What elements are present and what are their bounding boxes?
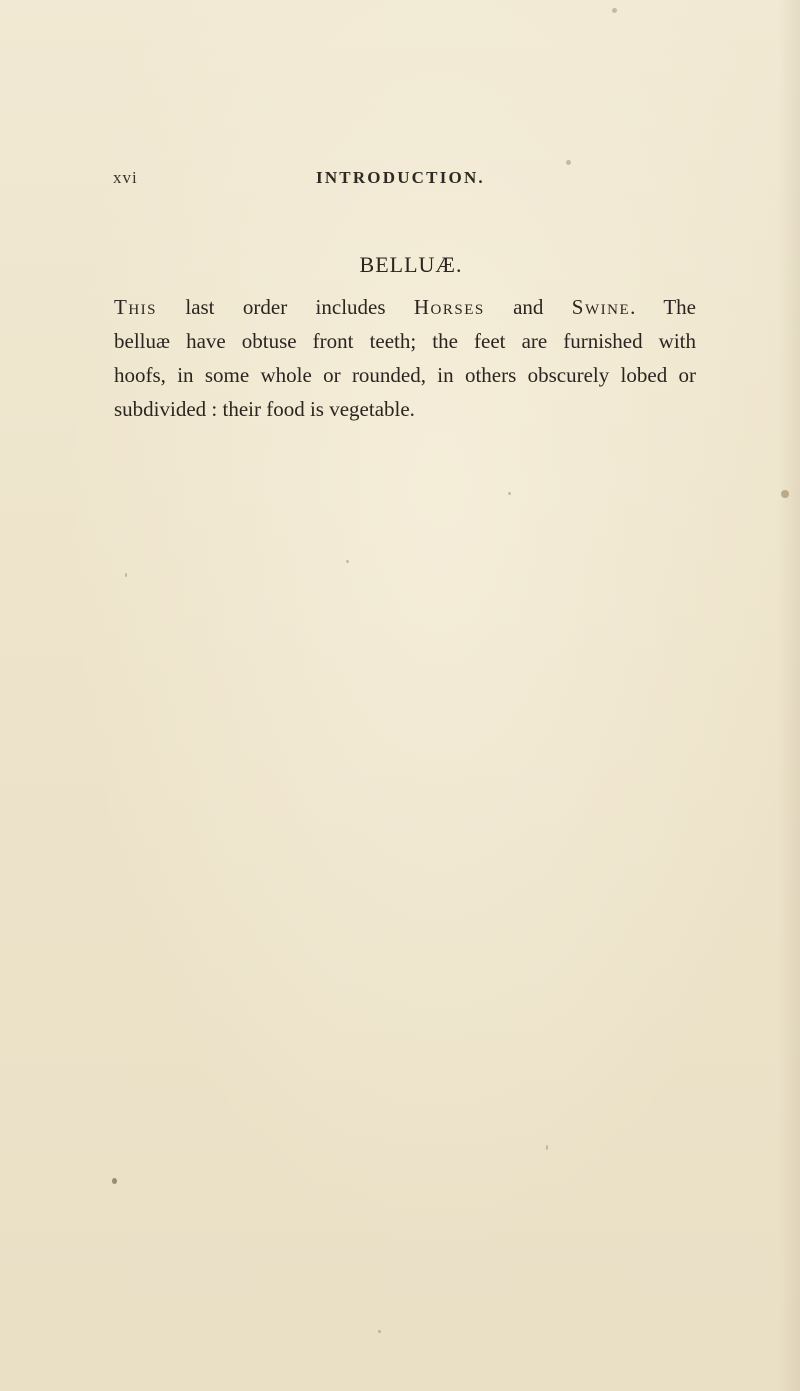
- foxing-speck: [508, 492, 511, 495]
- page-number: xvi: [113, 168, 138, 187]
- foxing-speck: [781, 490, 789, 498]
- page-edge-shadow: [778, 0, 800, 1391]
- paragraph-line-3: hoofs, in some whole or rounded, in others obscurely lobed or: [114, 363, 696, 387]
- running-head-title: INTRODUCTION.: [316, 168, 485, 187]
- foxing-speck: [346, 560, 349, 563]
- paragraph-line-2: belluæ have obtuse front teeth; the feet are furnished with: [114, 329, 696, 353]
- term-horses: Horses: [413, 295, 485, 319]
- foxing-speck: [125, 573, 127, 577]
- foxing-speck: [546, 1145, 548, 1150]
- term-swine: Swine: [571, 295, 631, 319]
- foxing-speck: [612, 8, 617, 13]
- line-1-text-a: last order includes: [157, 295, 414, 319]
- paragraph-line-1: [114, 290, 696, 324]
- lead-word: This: [114, 295, 157, 319]
- foxing-speck: [566, 160, 571, 165]
- line-1-text-c: . The: [630, 295, 697, 319]
- line-1-text-b: and: [484, 295, 572, 319]
- running-head: [113, 168, 693, 192]
- body-paragraph: [114, 290, 696, 426]
- paragraph-line-4: subdivided : their food is vegetable.: [114, 397, 415, 421]
- section-heading: BELLUÆ.: [359, 252, 463, 277]
- foxing-speck: [112, 1178, 117, 1184]
- foxing-speck: [378, 1330, 381, 1333]
